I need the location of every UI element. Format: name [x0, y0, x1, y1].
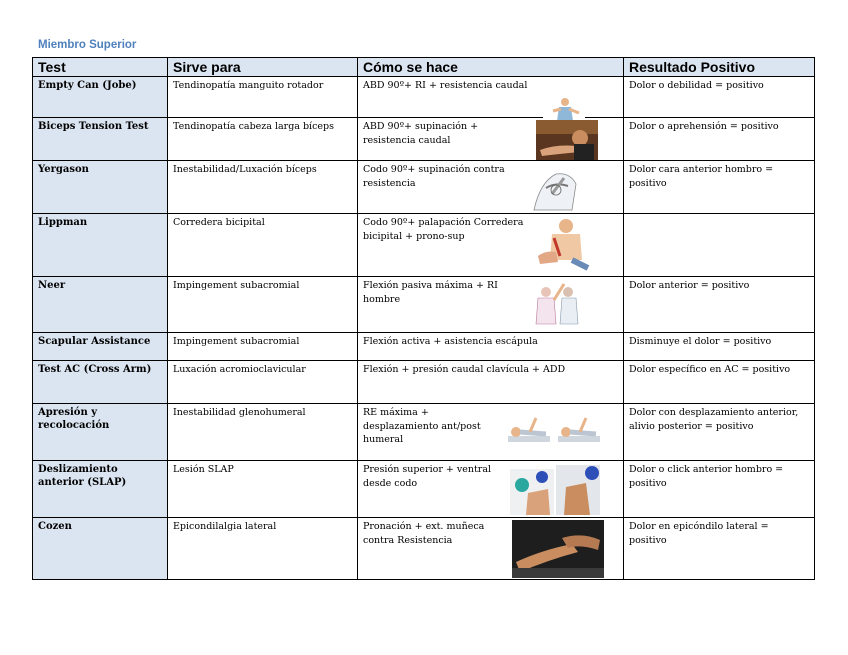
test-purpose: Corredera bicipital — [168, 214, 358, 277]
table-row — [33, 404, 815, 461]
biceps-tension-photo — [536, 120, 598, 160]
test-how-cell — [358, 461, 624, 518]
test-purpose: Luxación acromioclavicular — [168, 361, 358, 404]
table-row — [33, 214, 815, 277]
test-how-cell — [358, 77, 624, 118]
table-row — [33, 161, 815, 214]
test-result: Dolor específico en AC = positivo — [624, 361, 815, 404]
test-purpose: Tendinopatía manguito rotador — [168, 77, 358, 118]
test-result: Dolor anterior = positivo — [624, 277, 815, 333]
test-how: Flexión pasiva máxima + RI hombre — [363, 280, 498, 305]
test-purpose: Epicondilalgia lateral — [168, 518, 358, 580]
test-how: Codo 90º+ palapación Corredera bicipital + prono-sup — [363, 217, 524, 242]
header-row — [33, 58, 815, 77]
table-row — [33, 277, 815, 333]
test-purpose: Inestabilidad/Luxación bíceps — [168, 161, 358, 214]
test-result: Disminuye el dolor = positivo — [624, 333, 815, 361]
test-how: Presión superior + ventral desde codo — [363, 464, 492, 489]
test-name: Empty Can (Jobe) — [33, 77, 168, 118]
test-result: Dolor en epicóndilo lateral = positivo — [624, 518, 815, 580]
table-row — [33, 77, 815, 118]
test-name: Yergason — [33, 161, 168, 214]
test-how-cell — [358, 404, 624, 461]
test-how-cell — [358, 161, 624, 214]
section-title: Miembro Superior — [38, 39, 137, 51]
test-name: Test AC (Cross Arm) — [33, 361, 168, 404]
test-name: Biceps Tension Test — [33, 118, 168, 161]
test-purpose: Inestabilidad glenohumeral — [168, 404, 358, 461]
test-purpose: Impingement subacromial — [168, 277, 358, 333]
test-how: ABD 90º+ supinación + resistencia caudal — [363, 121, 479, 146]
test-how-cell — [358, 277, 624, 333]
lippman-illustration — [532, 216, 592, 274]
test-how: Pronación + ext. muñeca contra Resistencia — [363, 521, 485, 546]
apprehension-relocation-illustration — [506, 412, 602, 450]
test-name: Apresión y recolocación — [33, 404, 168, 461]
header-how: Cómo se hace — [358, 58, 624, 77]
test-how: RE máxima + desplazamiento ant/post humeral — [363, 407, 481, 445]
test-result: Dolor o debilidad = positivo — [624, 77, 815, 118]
table-row — [33, 361, 815, 404]
test-result: Dolor o click anterior hombro = positivo — [624, 461, 815, 518]
test-how: ABD 90º+ RI + resistencia caudal — [363, 80, 528, 91]
test-name: Deslizamiento anterior (SLAP) — [33, 461, 168, 518]
header-result: Resultado Positivo — [624, 58, 815, 77]
test-how-cell — [358, 214, 624, 277]
test-how: Codo 90º+ supinación contra resistencia — [363, 164, 505, 189]
neer-illustration — [524, 280, 584, 330]
yergason-illustration — [526, 164, 586, 212]
test-purpose: Tendinopatía cabeza larga bíceps — [168, 118, 358, 161]
test-result: Dolor con desplazamiento anterior, alivio posterior = positivo — [624, 404, 815, 461]
test-purpose: Impingement subacromial — [168, 333, 358, 361]
table-row — [33, 333, 815, 361]
clinical-tests-table — [32, 57, 815, 580]
test-name: Cozen — [33, 518, 168, 580]
test-how-cell — [358, 118, 624, 161]
test-how: Flexión + presión caudal clavícula + ADD — [358, 361, 624, 404]
test-how-cell — [358, 518, 624, 580]
header-test: Test — [33, 58, 168, 77]
cozen-test-photo — [512, 520, 604, 578]
slap-test-photos — [508, 463, 602, 517]
test-result: Dolor cara anterior hombro = positivo — [624, 161, 815, 214]
test-result: Dolor o aprehensión = positivo — [624, 118, 815, 161]
test-result — [624, 214, 815, 277]
test-purpose: Lesión SLAP — [168, 461, 358, 518]
test-name: Scapular Assistance — [33, 333, 168, 361]
table-row — [33, 118, 815, 161]
table-row — [33, 518, 815, 580]
test-how: Flexión activa + asistencia escápula — [358, 333, 624, 361]
header-purpose: Sirve para — [168, 58, 358, 77]
test-name: Lippman — [33, 214, 168, 277]
test-name: Neer — [33, 277, 168, 333]
table-row — [33, 461, 815, 518]
